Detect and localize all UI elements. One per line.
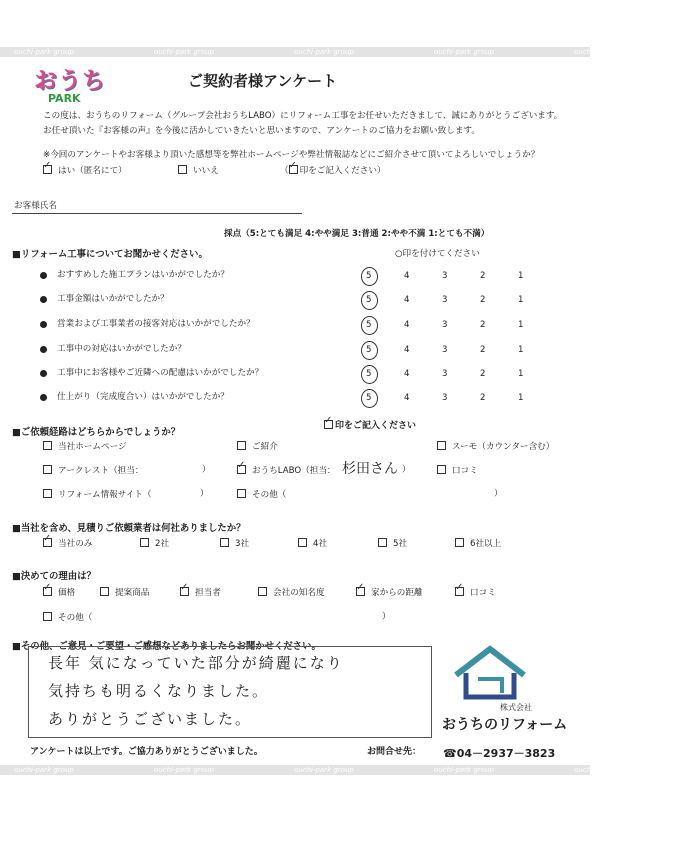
customer-name-field[interactable] [12, 213, 302, 214]
reason-option[interactable]: ✓価格 [43, 587, 75, 599]
rating-selected-circle [361, 365, 378, 384]
reason-option[interactable]: 提案商品 [100, 587, 149, 599]
section-reason-heading: ■決めての理由は？ [12, 571, 96, 582]
publish-option-yes[interactable]: ✓はい（匿名にて） [43, 165, 127, 177]
rating-question: 工事中にお客様やご近隣への配慮はいかがでしたか？ [57, 368, 264, 378]
quote-option[interactable]: 6社以上 [455, 538, 501, 550]
rating-score-option[interactable]: 4 [404, 271, 410, 281]
section-works-heading: ■リフォーム工事についてお聞かせください。 [12, 249, 208, 260]
rating-hint: ○印を付けてください [395, 249, 480, 259]
rating-score-option[interactable]: 1 [518, 345, 524, 355]
rating-score-option[interactable]: 1 [518, 271, 524, 281]
rating-question: 仕上がり（完成度合い）はいかがでしたか？ [57, 392, 229, 402]
rating-selected-circle [361, 389, 378, 408]
rating-score-option[interactable]: 3 [442, 271, 448, 281]
check-mark-icon [289, 165, 298, 174]
contact-phone: ☎04－2937－3823 [443, 747, 556, 760]
reason-other-close: ） [382, 612, 391, 622]
rating-score-option[interactable]: 2 [480, 295, 486, 305]
rating-legend: 採点（5:とても満足 4:やや満足 3:普通 2:やや不満 1:とても不満） [224, 229, 490, 239]
rating-question: 営業および工事業者の接客対応はいかがでしたか？ [57, 319, 255, 329]
checkbox-checked[interactable] [237, 465, 246, 474]
rating-question: 工事金額はいかがでしたか？ [57, 294, 169, 304]
bullet-icon [40, 346, 47, 353]
checkbox-checked[interactable] [455, 587, 464, 596]
section-quotes-heading: ■当社を含め、見積りご依頼業者は何社ありましたか？ [12, 523, 246, 534]
check-mark-icon [324, 420, 333, 429]
watermark-band-top: ouchi-park group ouchi-park group ouchi-park group ouchi-park group ouchi-park group [0, 47, 590, 57]
route-referral[interactable]: ご紹介 [237, 441, 278, 453]
house-logo-icon [450, 643, 530, 707]
checkbox-checked[interactable] [43, 587, 52, 596]
customer-name-label: お客様氏名 [14, 201, 57, 211]
checkbox[interactable] [43, 489, 52, 498]
rating-score-option[interactable]: 5 [366, 345, 372, 355]
section-comments-heading: ■その他、ご意見・ご要望・ご感想などありましたらお聞かせください。 [12, 641, 321, 652]
route-labo[interactable]: ✓ おうちLABO（担当： [237, 465, 336, 477]
comment-line-3: ありがとうございました。 [48, 710, 253, 728]
reason-option[interactable]: 会社の知名度 [258, 587, 325, 599]
rating-score-option[interactable]: 5 [366, 271, 372, 281]
rating-score-option[interactable]: 5 [366, 369, 372, 379]
checkbox[interactable] [178, 165, 187, 174]
section-route-heading: ■ご依頼経路はどちらからでしょうか？ [12, 427, 181, 438]
publish-option-no[interactable]: いいえ [178, 165, 219, 177]
rating-selected-circle [361, 291, 378, 310]
rating-score-option[interactable]: 2 [480, 345, 486, 355]
checkbox-checked[interactable] [43, 538, 52, 547]
reason-option[interactable]: ✓ 口コミ [455, 587, 496, 599]
route-info-site-close: ） [200, 489, 209, 499]
bullet-icon [40, 321, 47, 328]
intro-line-1: この度は、おうちのリフォーム（グループ会社おうちLABO）にリフォーム工事をお任せいただきまして、誠にありがとうございます。 [43, 111, 563, 121]
checkbox[interactable] [237, 441, 246, 450]
checkbox-checked[interactable] [180, 587, 189, 596]
checkbox[interactable] [378, 538, 387, 547]
checkbox[interactable] [298, 538, 307, 547]
quote-option[interactable]: ✓当社のみ [43, 538, 92, 550]
rating-score-option[interactable]: 4 [404, 295, 410, 305]
route-acrest[interactable]: アークレスト（担当： [43, 465, 143, 477]
rating-score-option[interactable]: 3 [442, 295, 448, 305]
labo-staff-handwritten: 杉田さん [342, 461, 398, 477]
route-info-site[interactable]: リフォーム情報サイト（ [43, 489, 152, 501]
route-other[interactable]: その他（ [237, 489, 286, 501]
publish-question: ※今回のアンケートやお客様より頂いた感想等を弊社ホームページや弊社情報誌などにご紹介させて頂いてよろしいでしょうか？ [43, 150, 540, 160]
page-title: ご契約者様アンケート [188, 72, 338, 90]
checkbox[interactable] [258, 587, 267, 596]
rating-score-option[interactable]: 5 [366, 393, 372, 403]
route-acrest-close: ） [202, 465, 211, 475]
intro-line-2: お任せ頂いた『お客様の声』を今後に活かしていきたいと思いますので、アンケートのご協力をお願い致します。 [43, 126, 480, 136]
quote-option[interactable]: 2社 [140, 538, 169, 550]
route-hint: ✓印をご記入ください [324, 420, 416, 432]
rating-score-option[interactable]: 4 [404, 320, 410, 330]
closing-message: アンケートは以上です。ご協力ありがとうございました。 [30, 747, 263, 757]
rating-score-option[interactable]: 3 [442, 393, 448, 403]
rating-question: 工事中の対応はいかがでしたか？ [57, 344, 186, 354]
checkbox-checked[interactable] [43, 165, 52, 174]
bullet-icon [40, 272, 47, 279]
checkbox[interactable] [100, 587, 109, 596]
checkbox[interactable] [43, 465, 52, 474]
bullet-icon [40, 370, 47, 377]
checkbox[interactable] [43, 612, 52, 621]
publish-hint: （✓ 印をご記入ください） [280, 165, 386, 177]
checkbox[interactable] [437, 441, 446, 450]
checkbox-checked[interactable] [356, 587, 365, 596]
quote-option[interactable]: 3社 [220, 538, 249, 550]
reason-other[interactable]: その他（ [43, 612, 92, 624]
rating-score-option[interactable]: 3 [442, 320, 448, 330]
reason-option[interactable]: ✓ 担当者 [180, 587, 221, 599]
rating-score-option[interactable]: 4 [404, 369, 410, 379]
rating-score-option[interactable]: 3 [442, 369, 448, 379]
checkbox[interactable] [237, 489, 246, 498]
reason-option[interactable]: ✓ 家からの距離 [356, 587, 423, 599]
company-name: おうちのリフォーム [442, 717, 568, 733]
contact-label: お問合せ先： [367, 747, 422, 757]
quote-option[interactable]: 5社 [378, 538, 407, 550]
route-suumo[interactable]: スーモ（カウンター含む） [437, 441, 554, 453]
comment-line-2: 気持ちも明るくなりました。 [48, 682, 270, 700]
checkbox[interactable] [220, 538, 229, 547]
checkbox[interactable] [140, 538, 149, 547]
company-type: 株式会社 [500, 703, 532, 712]
rating-score-option[interactable]: 2 [480, 320, 486, 330]
ouchi-park-logo: おうち PARK [34, 68, 106, 105]
route-kuchikomi[interactable]: 口コミ [437, 465, 478, 477]
rating-score-option[interactable]: 2 [480, 369, 486, 379]
rating-score-option[interactable]: 2 [480, 271, 486, 281]
checkbox[interactable] [437, 465, 446, 474]
quote-option[interactable]: 4社 [298, 538, 327, 550]
rating-score-option[interactable]: 1 [518, 295, 524, 305]
rating-question: おすすめした施工プランはいかがでしたか？ [57, 270, 229, 280]
route-labo-close: ） [402, 465, 411, 475]
rating-selected-circle [361, 341, 378, 360]
checkbox[interactable] [43, 441, 52, 450]
rating-selected-circle [361, 316, 378, 335]
comment-line-1: 長年 気になっていた部分が綺麗になり [48, 654, 344, 672]
route-homepage[interactable]: 当社ホームページ [43, 441, 127, 453]
rating-score-option[interactable]: 3 [442, 345, 448, 355]
rating-score-option[interactable]: 1 [518, 369, 524, 379]
bullet-icon [40, 394, 47, 401]
rating-score-option[interactable]: 1 [518, 320, 524, 330]
bullet-icon [40, 296, 47, 303]
watermark-band-bottom: ouchi-park group ouchi-park group ouchi-park group ouchi-park group ouchi-park group [0, 765, 590, 775]
rating-score-option[interactable]: 5 [366, 295, 372, 305]
checkbox[interactable] [455, 538, 464, 547]
rating-selected-circle [361, 267, 378, 286]
route-other-close: ） [494, 489, 503, 499]
rating-score-option[interactable]: 4 [404, 393, 410, 403]
rating-score-option[interactable]: 2 [480, 393, 486, 403]
rating-score-option[interactable]: 1 [518, 393, 524, 403]
rating-score-option[interactable]: 5 [366, 320, 372, 330]
rating-score-option[interactable]: 4 [404, 345, 410, 355]
